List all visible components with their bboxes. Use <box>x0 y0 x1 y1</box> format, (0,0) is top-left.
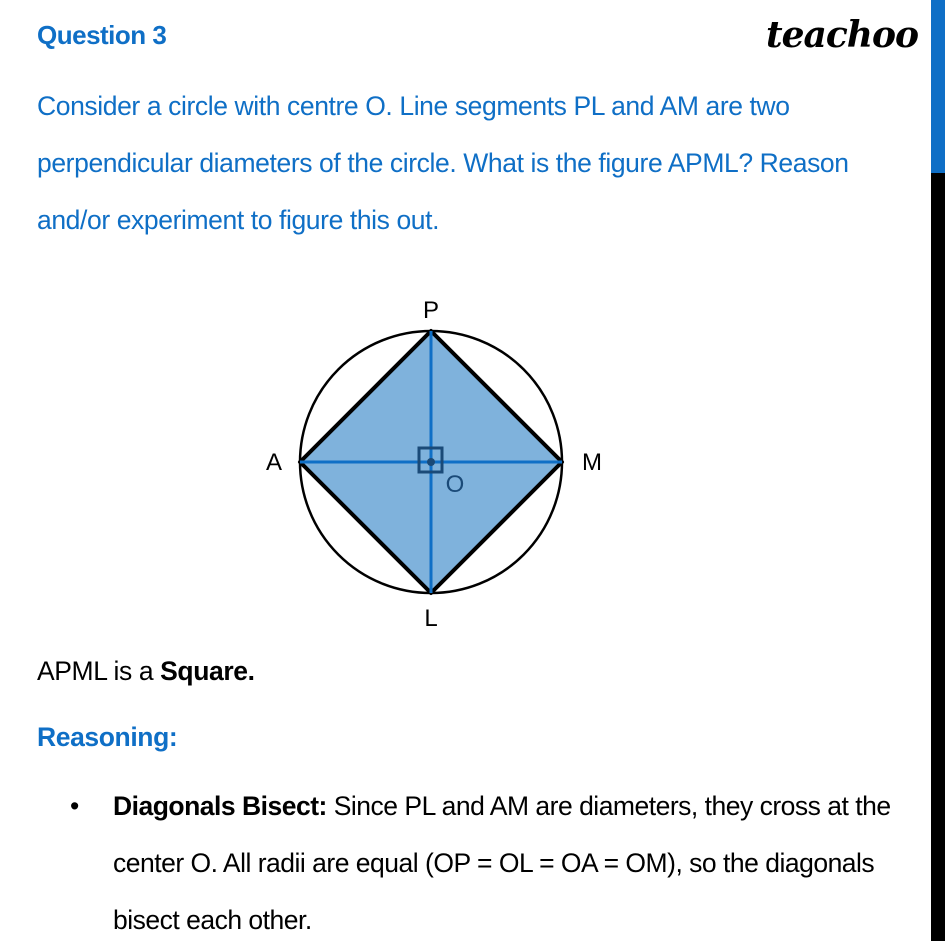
answer-prefix: APML is a <box>37 656 161 686</box>
circle-square-figure <box>250 280 630 640</box>
label-l: L <box>424 605 438 632</box>
bullet-text: Since PL and AM are diameters, they cross at the center O. All radii are equal (OP = OL = OA = OM), so the diagonals bisect each other. <box>113 791 891 935</box>
label-m: M <box>582 449 602 476</box>
side-accent-bar-blue <box>931 0 945 173</box>
label-p: P <box>422 297 440 324</box>
answer-line <box>37 656 255 687</box>
centre-point <box>427 458 435 466</box>
answer-bold: Square. <box>160 656 255 686</box>
reasoning-heading: Reasoning: <box>37 722 178 752</box>
figure-svg <box>250 280 630 640</box>
bullet-bold-label: Diagonals Bisect: <box>113 791 327 821</box>
reasoning-list <box>70 778 930 949</box>
question-text: Consider a circle with centre O. Line segments PL and AM are two perpendicular diameters of the circle. What is the figure APML? Reason and/or experiment to figure this out. <box>37 91 849 235</box>
label-o: O <box>445 471 465 498</box>
question-title: Question 3 <box>37 20 167 50</box>
bullet-icon: • <box>70 791 79 821</box>
teachoo-logo: teachoo <box>766 14 918 56</box>
reasoning-bullet <box>70 778 930 949</box>
label-a: A <box>265 449 283 476</box>
side-accent-bar-black <box>931 173 945 941</box>
